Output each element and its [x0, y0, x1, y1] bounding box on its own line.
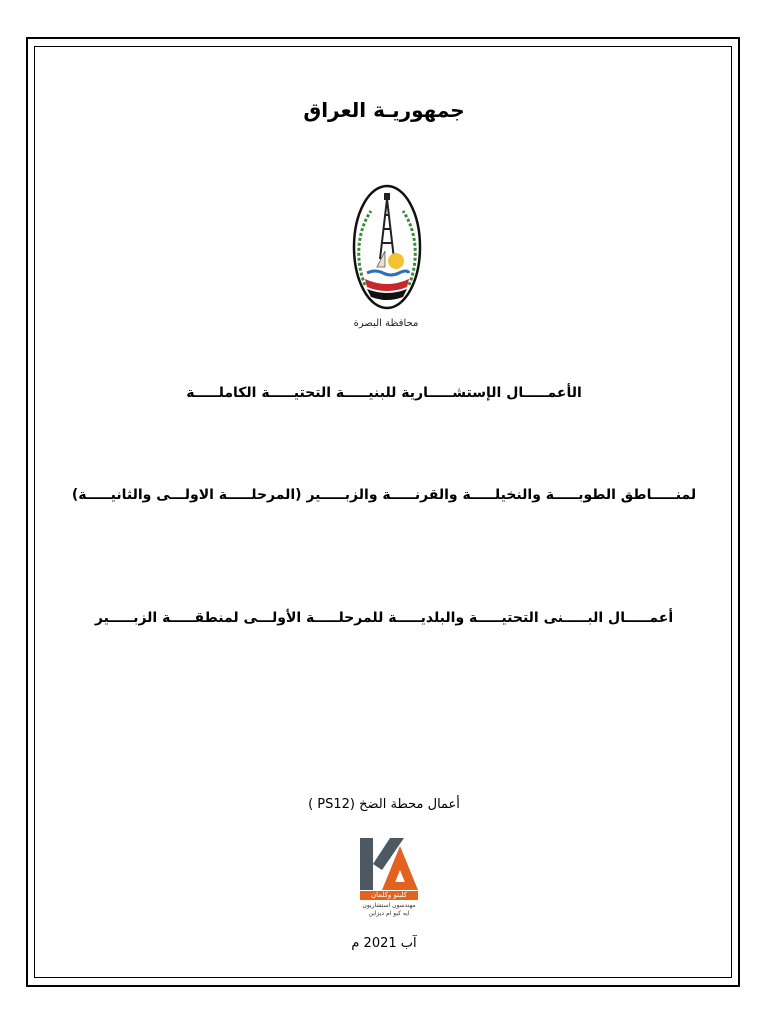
project-line: الأعمـــــال الإستشـــــارية للبنيـــــة التحتيـــــة الكاملـــــة	[186, 385, 582, 401]
ka-logo-subtitle-2: ايه كيو ام ديزاين	[368, 910, 410, 917]
ka-logo-subtitle-1: مهندسون استشاريون	[362, 902, 416, 909]
seal-caption: محافظة البصرة	[353, 318, 419, 329]
station-line: أعمال محطة الضخ (PS12 )	[308, 797, 460, 812]
basra-governorate-seal-icon	[351, 181, 423, 311]
document-date: آب 2021 م	[351, 936, 417, 951]
ka-logo-bar: كليتو وكلمان	[360, 891, 418, 900]
phase-line: أعمـــــال البـــــنى التحتيـــــة والبلديـــــة للمرحلـــــة الأولـــى لمنطقـــــة الزبـــــير	[94, 610, 674, 626]
document-title: جمهوريـة العراق	[303, 98, 465, 122]
areas-line: لمنـــــاطق الطوبـــــة والنخيلـــــة والقرنـــــة والزبـــــير (المرحلـــــة الاولـــى والثانيـــــة)	[71, 487, 697, 503]
ka-consultant-logo-icon	[360, 838, 418, 890]
